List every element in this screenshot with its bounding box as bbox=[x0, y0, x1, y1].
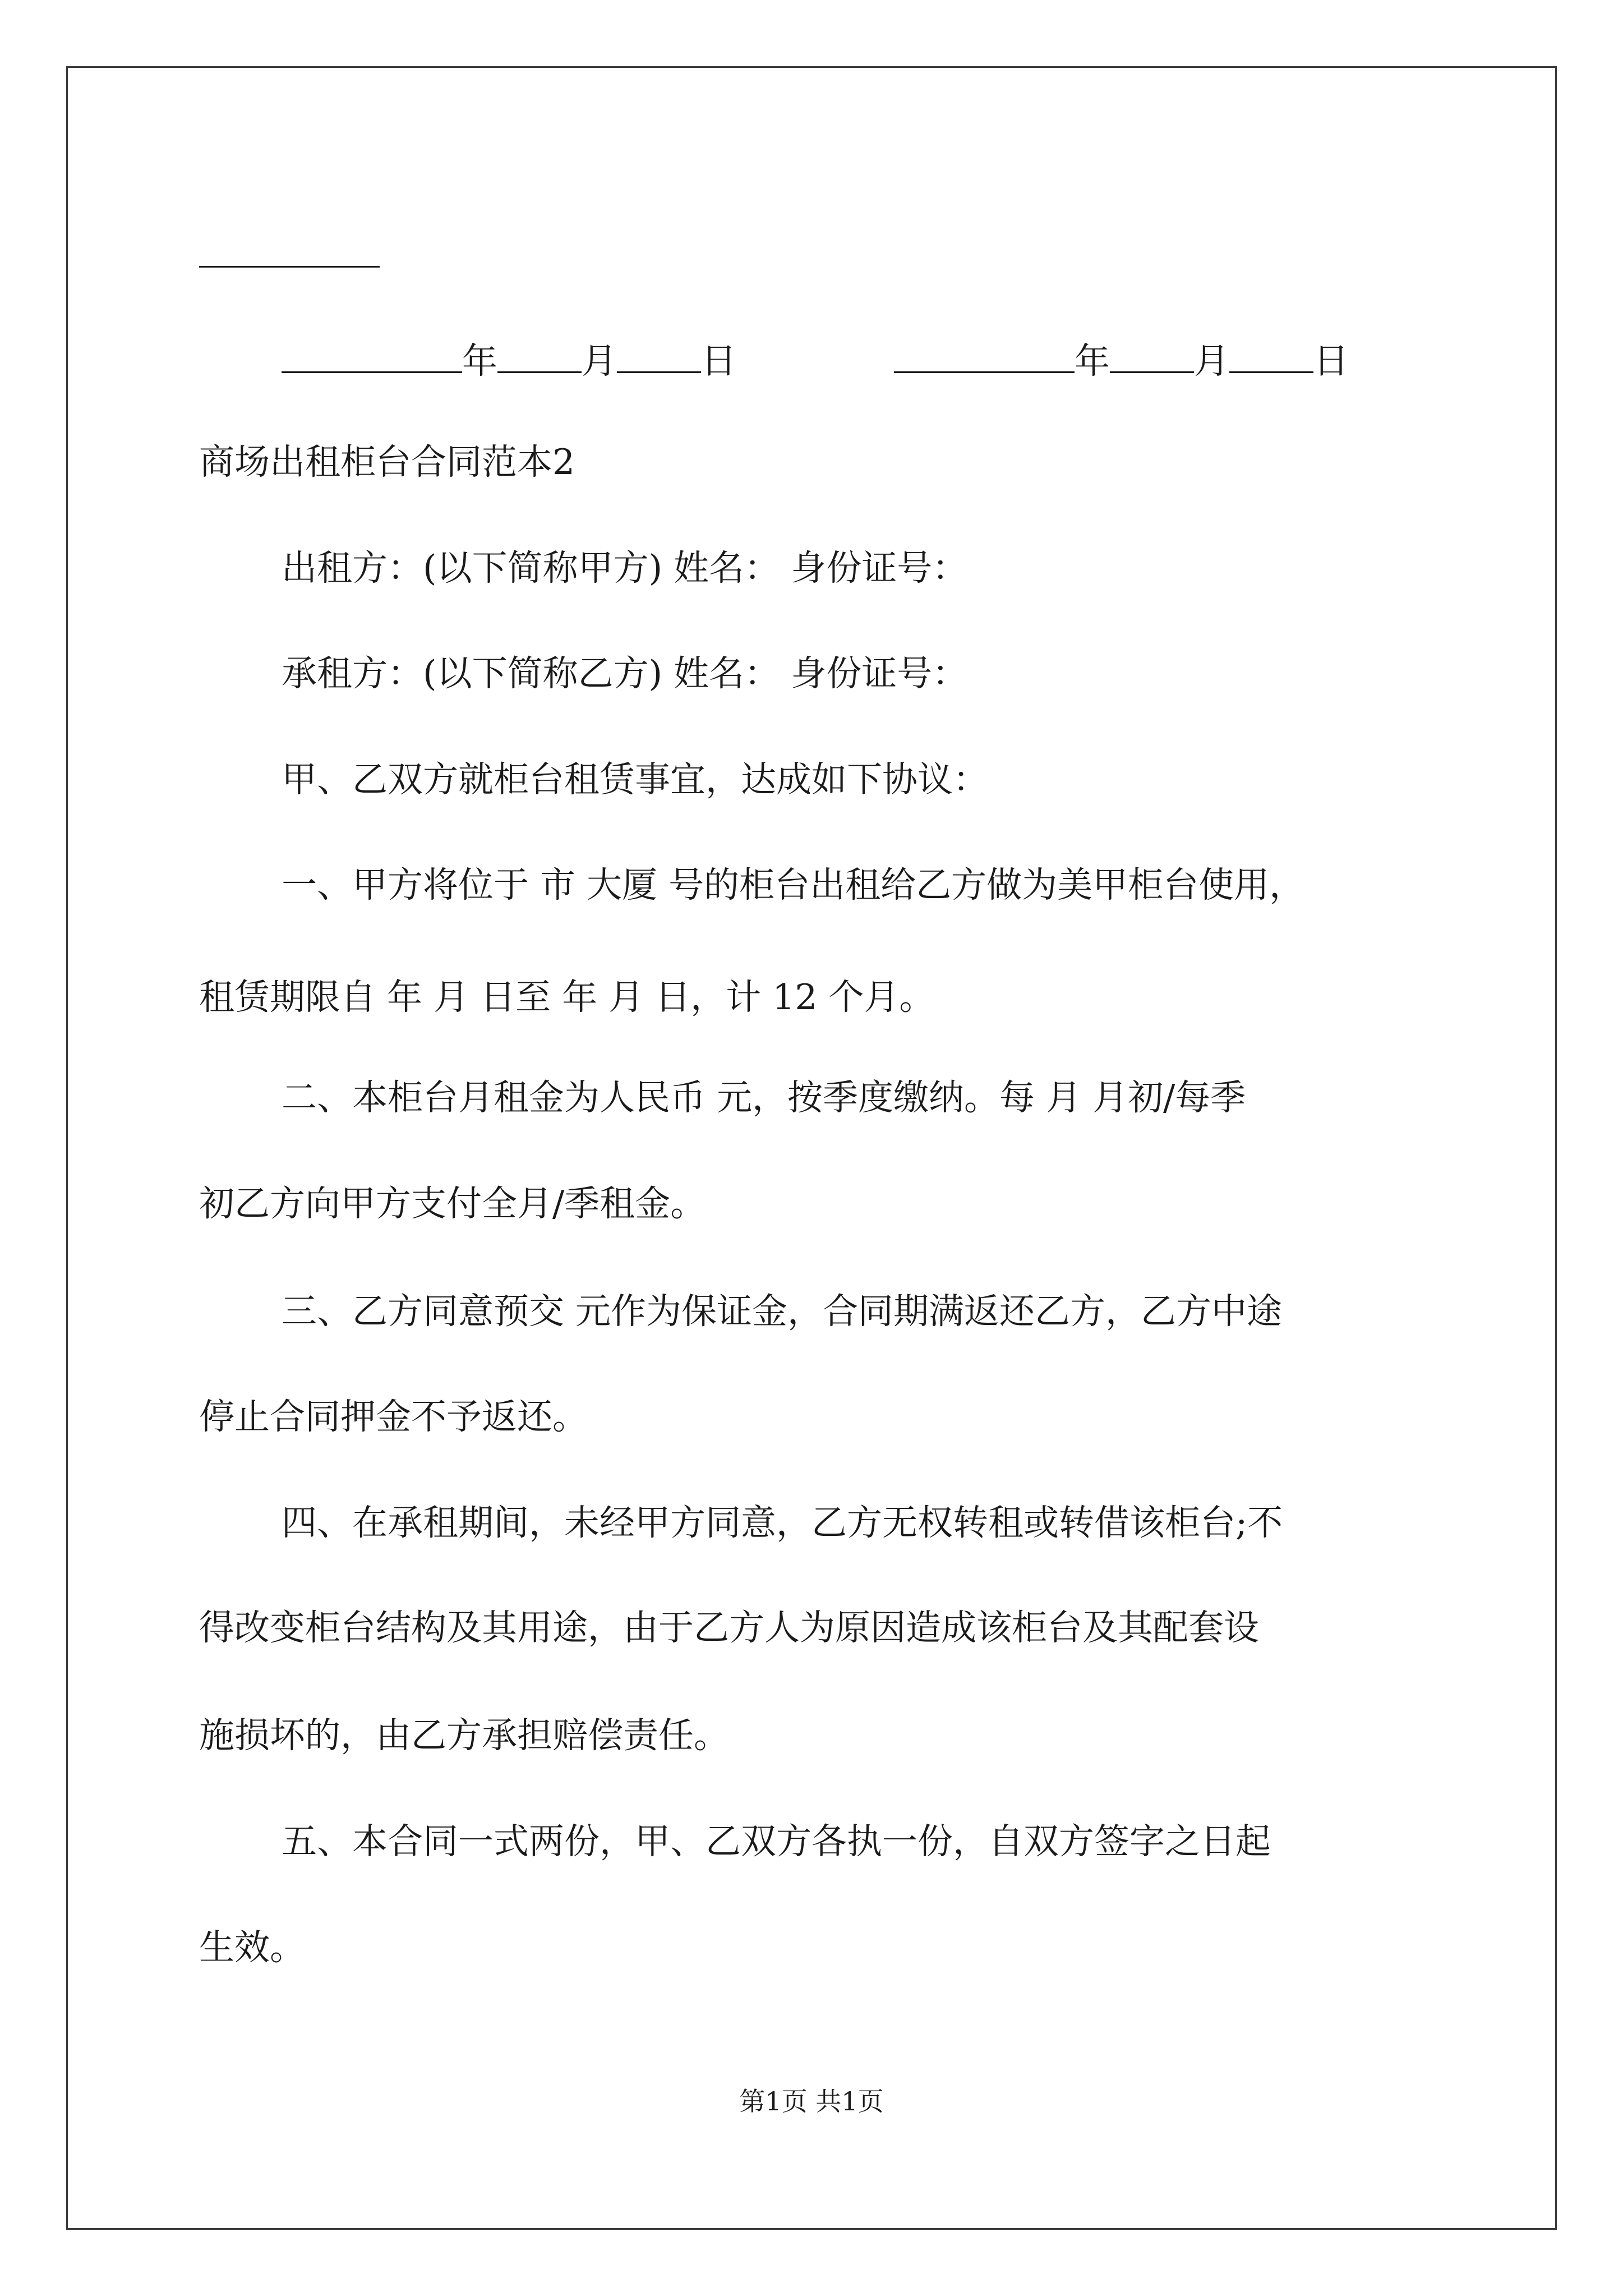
clause-4-line-1: 四、在承租期间，未经甲方同意，乙方无权转租或转借该柜台;不 bbox=[282, 1502, 1283, 1543]
month-label: 月 bbox=[582, 341, 617, 381]
day-label: 日 bbox=[1313, 341, 1349, 381]
year-blank bbox=[282, 334, 462, 373]
clause-4-line-2: 得改变柜台结构及其用途，由于乙方人为原因造成该柜台及其配套设 bbox=[199, 1607, 1259, 1648]
clause-2-line-1: 二、本柜台月租金为人民币 元，按季度缴纳。每 月 月初/每季 bbox=[282, 1077, 1246, 1118]
clause-4-line-3: 施损坏的，由乙方承担赔偿责任。 bbox=[199, 1715, 729, 1756]
month-label: 月 bbox=[1194, 341, 1229, 381]
day-blank bbox=[617, 334, 701, 373]
agreement-intro: 甲、乙双方就柜台租赁事宜，达成如下协议： bbox=[282, 759, 988, 800]
page-border bbox=[66, 66, 1557, 2230]
lessee-line: 承租方：(以下简称乙方) 姓名： 身份证号： bbox=[282, 653, 968, 694]
clause-3-line-2: 停止合同押金不予返还。 bbox=[199, 1396, 588, 1437]
day-label: 日 bbox=[701, 341, 736, 381]
clause-1-line-2: 租赁期限自 年 月 日至 年 月 日，计 12 个月。 bbox=[199, 977, 935, 1018]
clause-3-line-1: 三、乙方同意预交 元作为保证金，合同期满返还乙方，乙方中途 bbox=[282, 1291, 1283, 1332]
clause-2-line-2: 初乙方向甲方支付全月/季租金。 bbox=[199, 1183, 706, 1224]
document-title: 商场出租柜台合同范本2 bbox=[199, 441, 575, 482]
month-blank bbox=[1110, 334, 1194, 373]
clause-5-line-2: 生效。 bbox=[199, 1927, 305, 1968]
year-label: 年 bbox=[462, 341, 497, 381]
date-field-left bbox=[282, 334, 736, 384]
page-number-footer: 第1页 共1页 bbox=[739, 2086, 884, 2116]
date-field-right bbox=[894, 334, 1349, 384]
day-blank bbox=[1229, 334, 1313, 373]
clause-1-line-1: 一、甲方将位于 市 大厦 号的柜台出租给乙方做为美甲柜台使用， bbox=[282, 864, 1305, 905]
clause-5-line-1: 五、本合同一式两份，甲、乙双方各执一份，自双方签字之日起 bbox=[282, 1821, 1271, 1862]
signature-blank-line bbox=[199, 266, 380, 268]
year-label: 年 bbox=[1075, 341, 1110, 381]
lessor-line: 出租方：(以下简称甲方) 姓名： 身份证号： bbox=[282, 547, 968, 588]
year-blank bbox=[894, 334, 1075, 373]
month-blank bbox=[497, 334, 582, 373]
